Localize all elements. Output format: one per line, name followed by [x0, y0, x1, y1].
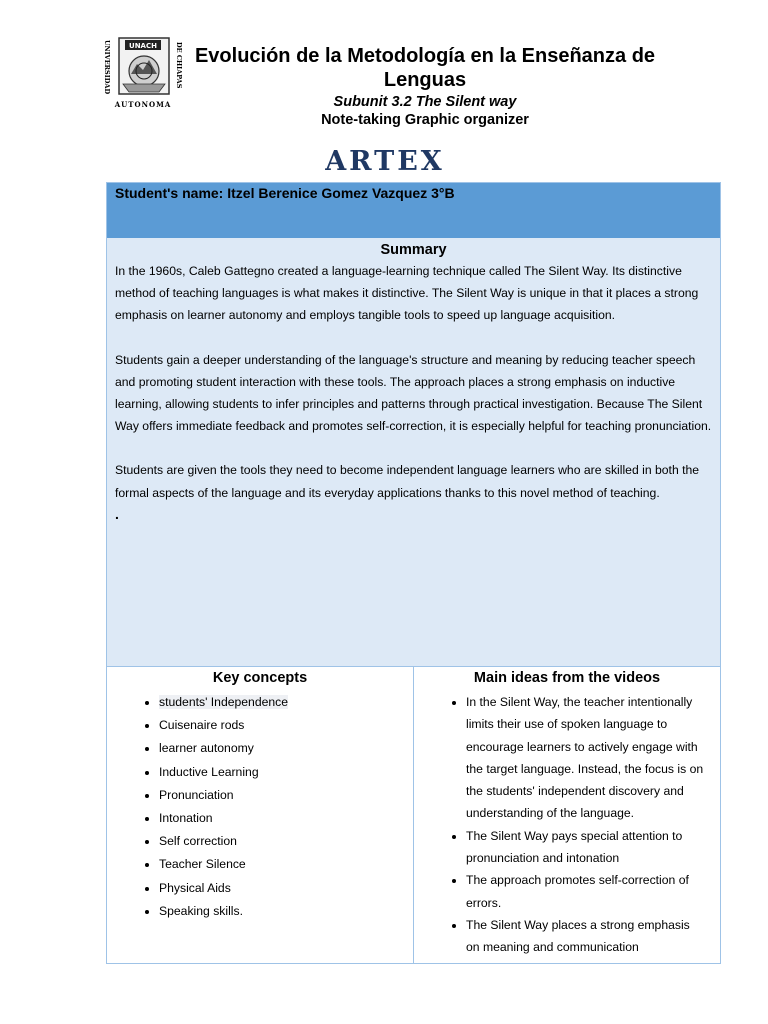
artex-logo: ARTEX — [325, 146, 445, 177]
university-logo — [97, 34, 189, 114]
logo-bottom-text: AUTONOMA — [114, 100, 172, 109]
list-item — [159, 691, 413, 714]
list-item: • In the Silent Way, the teacher intentionally limits their use of spoken language to encourage learners to actively engage with the target language. Instead, the focus is on the students' independent discovery and understanding of the language. — [466, 691, 706, 825]
list-item: • Teacher Silence — [159, 853, 413, 876]
summary-trailing-mark: . — [115, 505, 119, 522]
key-concepts-column — [107, 667, 414, 963]
list-item-text: students' Independence — [159, 695, 289, 709]
main-ideas-heading: Main ideas from the videos — [473, 670, 661, 686]
summary-section — [107, 238, 720, 666]
list-item: • Self correction — [159, 830, 413, 853]
list-item: • The Silent Way places a strong emphasis on meaning and communication — [466, 914, 706, 959]
list-item: • Speaking skills. — [159, 900, 413, 923]
summary-paragraph: Students gain a deeper understanding of the language's structure and meaning by reducing teacher speech and promoting student interaction with these tools. The approach places a strong emphasis on inductive learning, allowing students to infer principles and patterns through practical investigation. Because The Silent Way offers immediate feedback and promotes self-correction, it is especially helpful for teaching pronunciation. — [115, 352, 712, 434]
list-item: • Inductive Learning — [159, 761, 413, 784]
key-concepts-heading: Key concepts — [212, 670, 308, 686]
organizer-subtitle: Note-taking Graphic organizer — [321, 112, 529, 128]
graphic-organizer-table — [106, 182, 721, 964]
list-item: • Pronunciation — [159, 784, 413, 807]
summary-heading: Summary — [380, 242, 447, 258]
two-column-section — [107, 666, 720, 963]
student-name: Student's name: Itzel Berenice Gomez Vazquez 3°B — [115, 185, 455, 201]
list-item: • Intonation — [159, 807, 413, 830]
document-title: Evolución de la Metodología en la Enseñanza de Lenguas — [194, 45, 656, 91]
logo-top-text: UNACH — [129, 42, 157, 50]
main-ideas-list — [414, 691, 720, 959]
summary-paragraph: In the 1960s, Caleb Gattegno created a language-learning technique called The Silent Way. Its distinctive method of teaching languages is what makes it distinctive. The Silent Way is unique in that it places a strong emphasis on learner autonomy and employs tangible tools to speed up language acquisition. — [115, 264, 699, 323]
summary-paragraph: Students are given the tools they need to become independent language learners who are skilled in both the formal aspects of the language and its everyday applications thanks to this novel method of teaching. — [115, 463, 700, 500]
list-item: • learner autonomy — [159, 737, 413, 760]
main-ideas-column — [414, 667, 720, 963]
list-item: • The approach promotes self-correction of errors. — [466, 869, 706, 914]
list-item: • Physical Aids — [159, 877, 413, 900]
key-concepts-list — [107, 691, 413, 923]
logo-left-text: UNIVERSIDAD — [103, 40, 111, 95]
list-item: • The Silent Way pays special attention to pronunciation and intonation — [466, 825, 706, 870]
subunit-subtitle: Subunit 3.2 The Silent way — [333, 94, 517, 110]
list-item: • Cuisenaire rods — [159, 714, 413, 737]
student-name-row — [107, 183, 720, 238]
logo-right-text: DE CHIAPAS — [175, 42, 183, 89]
